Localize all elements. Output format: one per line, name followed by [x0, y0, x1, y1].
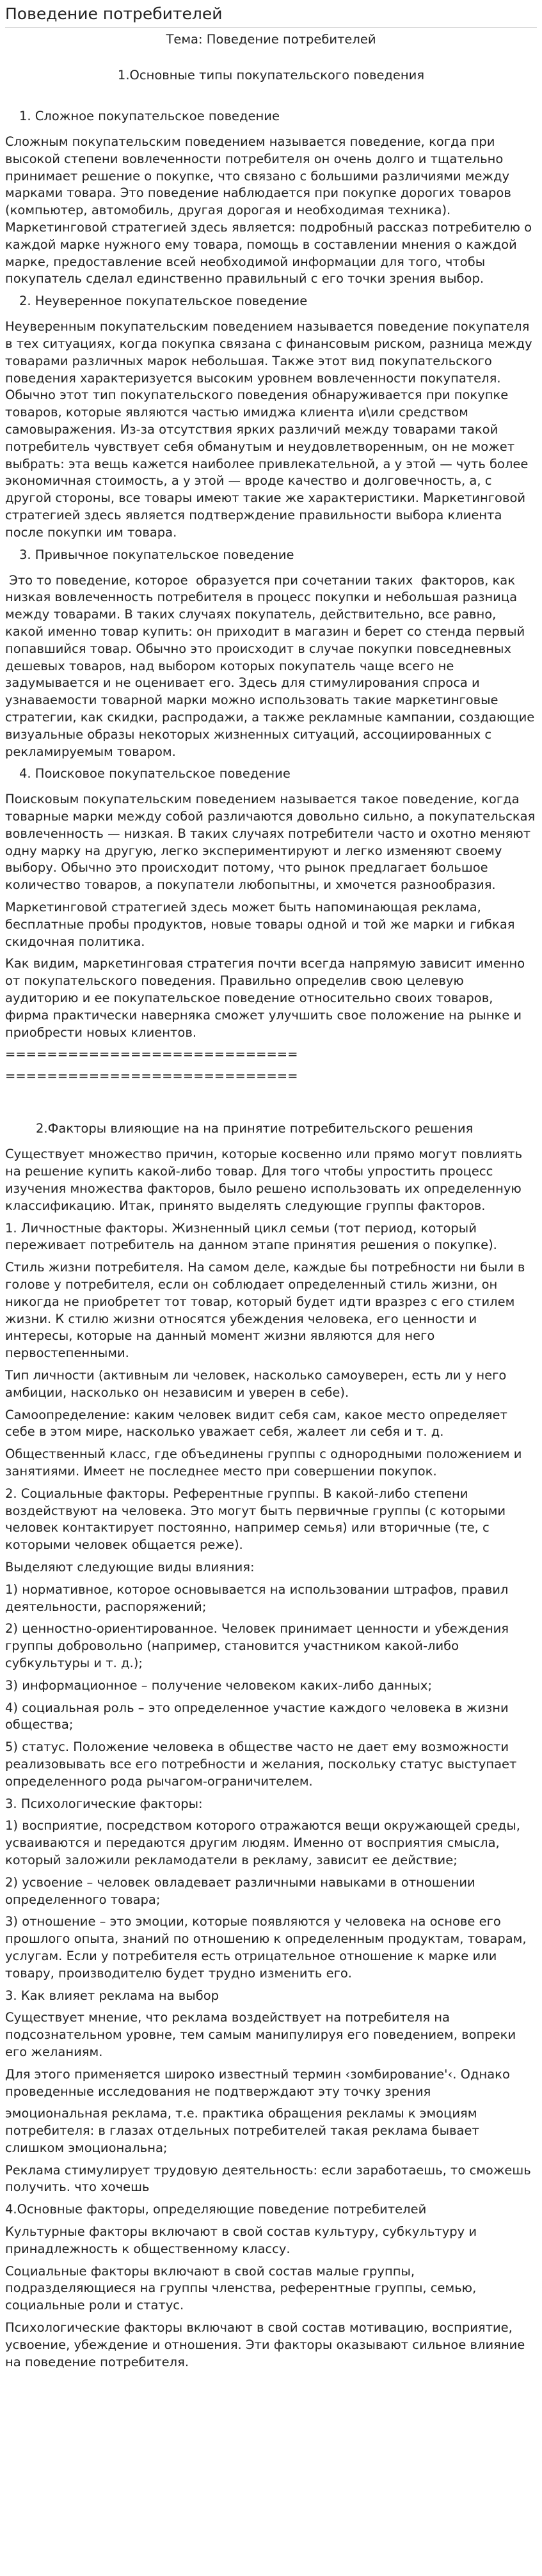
- paragraph: Это то поведение, которое образуется при сочетании таких факторов, как низкая вовлеченность потребителя в процесс покупки и небольшая разница между товарами. В таких случаях покупатель, действительно, все равно, какой именно товар купить: он приходит в магазин и берет со стенда первый попавшийся товар. Обычно это происходит в случае покупки повседневных дешевых товаров, над выбором которых покупатель чаще всего не задумывается и не оценивает его. Здесь для стимулирования спроса и узнаваемости товарной марки можно использовать такие маркетинговые стратегии, как скидки, распродажи, а также рекламные кампании, создающие визуальные образы некоторых жизненных ситуаций, ассоциированных с рекламируемым товаром.: [5, 572, 539, 759]
- paragraph: Неуверенным покупательским поведением называется поведение покупателя в тех ситуациях, когда покупка связана с финансовым риском, разница между товарами различных марок небольшая. Также этот вид покупательского поведения характеризуется высоким уровнем вовлеченности покупателя. Обычно этот тип покупательского поведения обнаруживается при покупке товаров, которые являются частью имиджа клиента и\или средством самовыражения. Из-за отсутствия ярких различий между товарами такой потребитель чувствует себя обманутым и неудовлетворенным, он не может выбрать: эта вещь кажется наиболее привлекательной, а у этой — чуть более экономичная стоимость, а у этой — вроде качество и долговечность, а, с другой стороны, все товары имеют такие же характеристики. Маркетинговой стратегией здесь является подтверждение правильности выбора клиента после покупки им товара.: [5, 319, 532, 540]
- list-item: 5) статус. Положение человека в обществе часто не дает ему возможности реализовывать все его потребности и желания, поскольку статус выступает определенного рода рычагом-ограничителем.: [5, 1740, 517, 1789]
- page-title: Поведение потребителей: [5, 4, 537, 27]
- list-item: 2) усвоение – человек овладевает различными навыками в отношении определенного товара;: [5, 1874, 475, 1907]
- paragraph: 1. Личностные факторы. Жизненный цикл семьи (тот период, который переживает потребитель на данном этапе принятия решения о покупке).: [5, 1220, 497, 1253]
- paragraph: Самоопределение: каким человек видит себя сам, какое место определяет себе в этом мире, насколько уважает себя, жалеет ли себя и т. д.: [5, 1407, 507, 1440]
- paragraph: Как видим, маркетинговая стратегия почти всегда напрямую зависит именно от покупательского поведения. Правильно определив свою целевую аудиторию и ее покупательское поведение относительно своих товаров, фирма практически наверняка сможет улучшить свое положение на рынке и приобрести новых клиентов.: [5, 956, 525, 1040]
- paragraph: Существует множество причин, которые косвенно или прямо могут повлиять на решение купить какой-либо товар. Для того чтобы упростить процесс изучения множества факторов, было решено использовать их определенную классификацию. Итак, принято выделять следующие группы факторов.: [5, 1147, 523, 1213]
- subsection-heading-4: 4. Поисковое покупательское поведение: [19, 766, 291, 781]
- paragraph: Для этого применяется широко известный термин ‹зомбирование'‹. Однако проведенные исследования не подтверждают эту точку зрения: [5, 2066, 510, 2099]
- paragraph: Сложным покупательским поведением называется поведение, когда при высокой степени вовлеченности потребителя он очень долго и тщательно принимает решение о покупке, что связано с большими различиями между марками товара. Это поведение наблюдается при покупке дорогих товаров (компьютер, автомобиль, другая дорогая и необходимая техника). Маркетинговой стратегией здесь является: подробный рассказ потребителю о каждой марке нужного ему товара, помощь в составлении мнения о каждой марке, предоставление всей необходимой информации для того, чтобы покупатель сделал единственно правильный с его точки зрения выбор.: [5, 134, 532, 287]
- list-item: 2) ценностно-ориентированное. Человек принимает ценности и убеждения группы добровольно (например, становится участником какой-либо субкультуры и т. д.);: [5, 1621, 509, 1670]
- paragraph: Маркетинговой стратегией здесь может быть напоминающая реклама, бесплатные пробы продуктов, новые товары одной и той же марки и гибкая скидочная политика.: [5, 900, 515, 949]
- separator-line: ============================: [5, 1069, 298, 1084]
- paragraph: Тип личности (активным ли человек, насколько самоуверен, есть ли у него амбиции, насколько он независим и уверен в себе).: [5, 1368, 507, 1400]
- paragraph: 4.Основные факторы, определяющие поведение потребителей: [5, 2202, 427, 2217]
- paragraph: 3. Как влияет реклама на выбор: [5, 1988, 219, 2003]
- paragraph: Реклама стимулирует трудовую деятельность: если заработаешь, то сможешь получить. что хочешь: [5, 2162, 531, 2195]
- list-item: 1) восприятие, посредством которого отражаются вещи окружающей среды, усваиваются и передаются другим людям. Именно от восприятия смысла, который заложили рекламодатели в рекламу, зависит ее действие;: [5, 1818, 520, 1867]
- paragraph: Культурные факторы включают в свой состав культуру, субкультуру и принадлежность к общественному классу.: [5, 2224, 477, 2256]
- subsection-heading-2: 2. Неуверенное покупательское поведение: [19, 294, 308, 309]
- paragraph: Существует мнение, что реклама воздействует на потребителя на подсознательном уровне, тем самым манипулируя его поведением, вопреки его желаниям.: [5, 2010, 516, 2059]
- section-2-title: 2.Факторы влияющие на на принятие потребительского решения: [36, 1121, 474, 1136]
- list-item: 3) отношение – это эмоции, которые появляются у человека на основе его прошлого опыта, знаний по отношению к определенным продуктам, товарам, услугам. Если у потребителя есть отрицательное отношение к марке или товару, производителю будет трудно изменить его.: [5, 1914, 527, 1981]
- list-item: 4) социальная роль – это определенное участие каждого человека в жизни общества;: [5, 1700, 509, 1732]
- subsection-heading-1: 1. Сложное покупательское поведение: [19, 109, 280, 123]
- subsection-heading-3: 3. Привычное покупательское поведение: [19, 547, 294, 562]
- paragraph: Стиль жизни потребителя. На самом деле, каждые бы потребности ни были в голове у потребителя, если он соблюдает определенный стиль жизни, он никогда не приобретет тот товар, который будет идти вразрез с его стилем жизни. К стилю жизни относятся убеждения человека, его ценности и интересы, которые на данный момент жизни являются для него первостепенными.: [5, 1260, 525, 1361]
- paragraph: Выделяют следующие виды влияния:: [5, 1559, 255, 1575]
- paragraph: 3. Психологические факторы:: [5, 1796, 203, 1811]
- paragraph: 2. Социальные факторы. Референтные группы. В какой-либо степени воздействуют на человека. Это могут быть первичные группы (с которыми человек контактирует постоянно, например семья) или вторичные (те, с которыми человек общается реже).: [5, 1486, 506, 1553]
- paragraph: эмоциональная реклама, т.е. практика обращения рекламы к эмоциям потребителя: в глазах отдельных потребителей такая реклама бывает слишком эмоциональна;: [5, 2106, 479, 2155]
- list-item: 3) информационное – получение человеком каких-либо данных;: [5, 1677, 433, 1693]
- separator-line: ============================: [5, 1047, 298, 1062]
- section-1-title: 1.Основные типы покупательского поведения: [117, 68, 425, 82]
- list-item: 1) нормативное, которое основывается на использовании штрафов, правил деятельности, распоряжений;: [5, 1582, 509, 1614]
- paragraph: Поисковым покупательским поведением называется такое поведение, когда товарные марки между собой различаются довольно сильно, а покупательская вовлеченность — низкая. В таких случаях потребители часто и охотно меняют одну марку на другую, легко экспериментируют и легко изменяют своему выбору. Обычно это происходит потому, что рынок предлагает большое количество товаров, а покупатели любопытны, и хмочется разнообразия.: [5, 792, 536, 893]
- paragraph: Общественный класс, где объединены группы с однородными положением и занятиями. Имеет не последнее место при совершении покупок.: [5, 1447, 522, 1479]
- topic-line: Тема: Поведение потребителей: [166, 32, 376, 47]
- paragraph: Социальные факторы включают в свой состав малые группы, подразделяющиеся на группы членства, референтные группы, семью, социальные роли и статус.: [5, 2263, 477, 2313]
- paragraph: Психологические факторы включают в свой состав мотивацию, восприятие, усвоение, убеждение и отношения. Эти факторы оказывают сильное влияние на поведение потребителя.: [5, 2320, 525, 2369]
